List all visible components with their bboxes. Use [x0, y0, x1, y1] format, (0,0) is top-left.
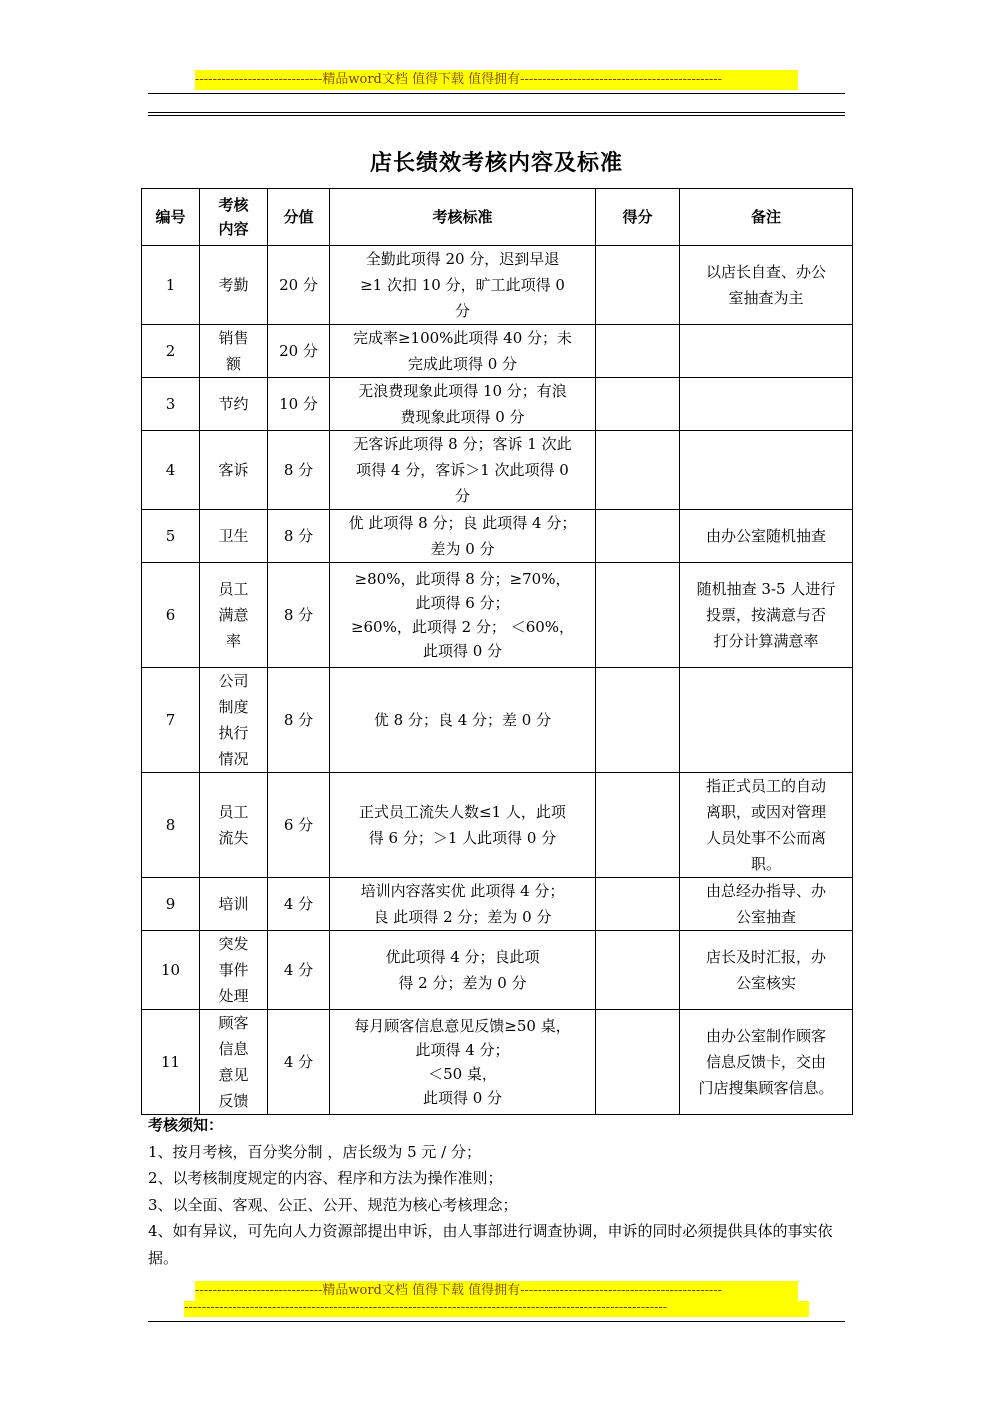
- cell-note: 由总经办指导、办 公室抽查: [680, 878, 853, 931]
- assessment-table: [141, 188, 853, 1115]
- header-banner: -----------------------------精品word文档 值得下载 值得拥有----------------------------------------------: [195, 70, 798, 90]
- table-row: [142, 773, 853, 878]
- cell-item: 公司 制度 执行 情况: [200, 668, 268, 773]
- cell-score: 8 分: [268, 563, 330, 668]
- cell-no: 7: [142, 668, 200, 773]
- header-note: 备注: [680, 189, 853, 246]
- cell-no: 1: [142, 246, 200, 325]
- cell-note: 由办公室制作顾客 信息反馈卡，交由 门店搜集顾客信息。: [680, 1010, 853, 1115]
- cell-note: 店长及时汇报，办 公室核实: [680, 931, 853, 1010]
- cell-got: [596, 931, 680, 1010]
- table-row: [142, 563, 853, 668]
- cell-item: 节约: [200, 378, 268, 431]
- cell-no: 3: [142, 378, 200, 431]
- cell-no: 11: [142, 1010, 200, 1115]
- cell-item: 培训: [200, 878, 268, 931]
- table-header-row: [142, 189, 853, 246]
- cell-standard: 完成率≥100%此项得 40 分；未 完成此项得 0 分: [330, 325, 596, 378]
- cell-score: 4 分: [268, 878, 330, 931]
- footer-banner-dashes: --------------------------------------------------------------------------------------------------------------: [184, 1301, 809, 1317]
- cell-standard: 每月顾客信息意见反馈≥50 桌， 此项得 4 分； ＜50 桌， 此项得 0 分: [330, 1010, 596, 1115]
- cell-standard: ≥80%，此项得 8 分；≥70%， 此项得 6 分； ≥60%，此项得 2 分； ＜60%， 此项得 0 分: [330, 563, 596, 668]
- table-row: [142, 246, 853, 325]
- cell-item: 顾客 信息 意见 反馈: [200, 1010, 268, 1115]
- cell-standard: 正式员工流失人数≤1 人，此项 得 6 分；＞1 人此项得 0 分: [330, 773, 596, 878]
- notes-item: 4、如有异议，可先向人力资源部提出申诉，由人事部进行调查协调，申诉的同时必须提供具体的事实依据。: [148, 1222, 833, 1267]
- table-row: [142, 668, 853, 773]
- cell-score: 4 分: [268, 1010, 330, 1115]
- table-row: [142, 431, 853, 510]
- cell-item: 员工 流失: [200, 773, 268, 878]
- table-row: [142, 878, 853, 931]
- cell-standard: 无客诉此项得 8 分；客诉 1 次此 项得 4 分，客诉＞1 次此项得 0 分: [330, 431, 596, 510]
- cell-got: [596, 668, 680, 773]
- cell-note: 指正式员工的自动 离职，或因对管理 人员处事不公而离 职。: [680, 773, 853, 878]
- cell-no: 6: [142, 563, 200, 668]
- footer-rule: [148, 1321, 845, 1322]
- header-double-rule-bottom: [148, 115, 845, 116]
- cell-item: 员工 满意 率: [200, 563, 268, 668]
- cell-item: 突发 事件 处理: [200, 931, 268, 1010]
- cell-no: 4: [142, 431, 200, 510]
- cell-score: 20 分: [268, 325, 330, 378]
- cell-got: [596, 431, 680, 510]
- cell-no: 8: [142, 773, 200, 878]
- table-row: [142, 931, 853, 1010]
- header-no: 编号: [142, 189, 200, 246]
- notes-heading: 考核须知：: [148, 1116, 224, 1134]
- cell-item: 卫生: [200, 510, 268, 563]
- header-got: 得分: [596, 189, 680, 246]
- cell-no: 9: [142, 878, 200, 931]
- header-score: 分值: [268, 189, 330, 246]
- cell-no: 2: [142, 325, 200, 378]
- cell-standard: 无浪费现象此项得 10 分；有浪 费现象此项得 0 分: [330, 378, 596, 431]
- page-title: 店长绩效考核内容及标准: [369, 151, 623, 176]
- cell-standard: 优 8 分；良 4 分；差 0 分: [330, 668, 596, 773]
- cell-note: [680, 378, 853, 431]
- cell-got: [596, 246, 680, 325]
- cell-score: 20 分: [268, 246, 330, 325]
- cell-got: [596, 773, 680, 878]
- cell-score: 8 分: [268, 431, 330, 510]
- header-item: 考核 内容: [200, 189, 268, 246]
- cell-got: [596, 510, 680, 563]
- cell-got: [596, 378, 680, 431]
- cell-got: [596, 878, 680, 931]
- cell-note: 随机抽查 3-5 人进行 投票，按满意与否 打分计算满意率: [680, 563, 853, 668]
- cell-standard: 全勤此项得 20 分，迟到早退 ≥1 次扣 10 分，旷工此项得 0 分: [330, 246, 596, 325]
- cell-note: 由办公室随机抽查: [680, 510, 853, 563]
- cell-score: 8 分: [268, 668, 330, 773]
- cell-got: [596, 325, 680, 378]
- cell-score: 4 分: [268, 931, 330, 1010]
- cell-note: 以店长自查、办公 室抽查为主: [680, 246, 853, 325]
- table-row: [142, 510, 853, 563]
- cell-standard: 优 此项得 8 分；良 此项得 4 分； 差为 0 分: [330, 510, 596, 563]
- cell-item: 销售 额: [200, 325, 268, 378]
- cell-item: 考勤: [200, 246, 268, 325]
- cell-score: 8 分: [268, 510, 330, 563]
- cell-no: 5: [142, 510, 200, 563]
- cell-got: [596, 563, 680, 668]
- header-double-rule-top: [148, 112, 845, 113]
- table-row: [142, 325, 853, 378]
- cell-note: [680, 325, 853, 378]
- cell-item: 客诉: [200, 431, 268, 510]
- table-row: [142, 378, 853, 431]
- notes-item: 3、以全面、客观、公正、公开、规范为核心考核理念；: [148, 1195, 518, 1214]
- footer-banner: -----------------------------精品word文档 值得下载 值得拥有----------------------------------------------: [195, 1281, 798, 1301]
- header-rule: [148, 93, 845, 94]
- assessment-notes: [148, 1112, 845, 1271]
- table-row: [142, 1010, 853, 1115]
- cell-got: [596, 1010, 680, 1115]
- cell-note: [680, 668, 853, 773]
- notes-item: 2、以考核制度规定的内容、程序和方法为操作准则；: [148, 1169, 503, 1187]
- header-standard: 考核标准: [330, 189, 596, 246]
- cell-standard: 优此项得 4 分；良此项 得 2 分；差为 0 分: [330, 931, 596, 1010]
- notes-item: 1、按月考核，百分奖分制 ，店长级为 5 元 / 分；: [148, 1142, 481, 1161]
- cell-score: 6 分: [268, 773, 330, 878]
- cell-score: 10 分: [268, 378, 330, 431]
- cell-standard: 培训内容落实优 此项得 4 分； 良 此项得 2 分；差为 0 分: [330, 878, 596, 931]
- cell-no: 10: [142, 931, 200, 1010]
- cell-note: [680, 431, 853, 510]
